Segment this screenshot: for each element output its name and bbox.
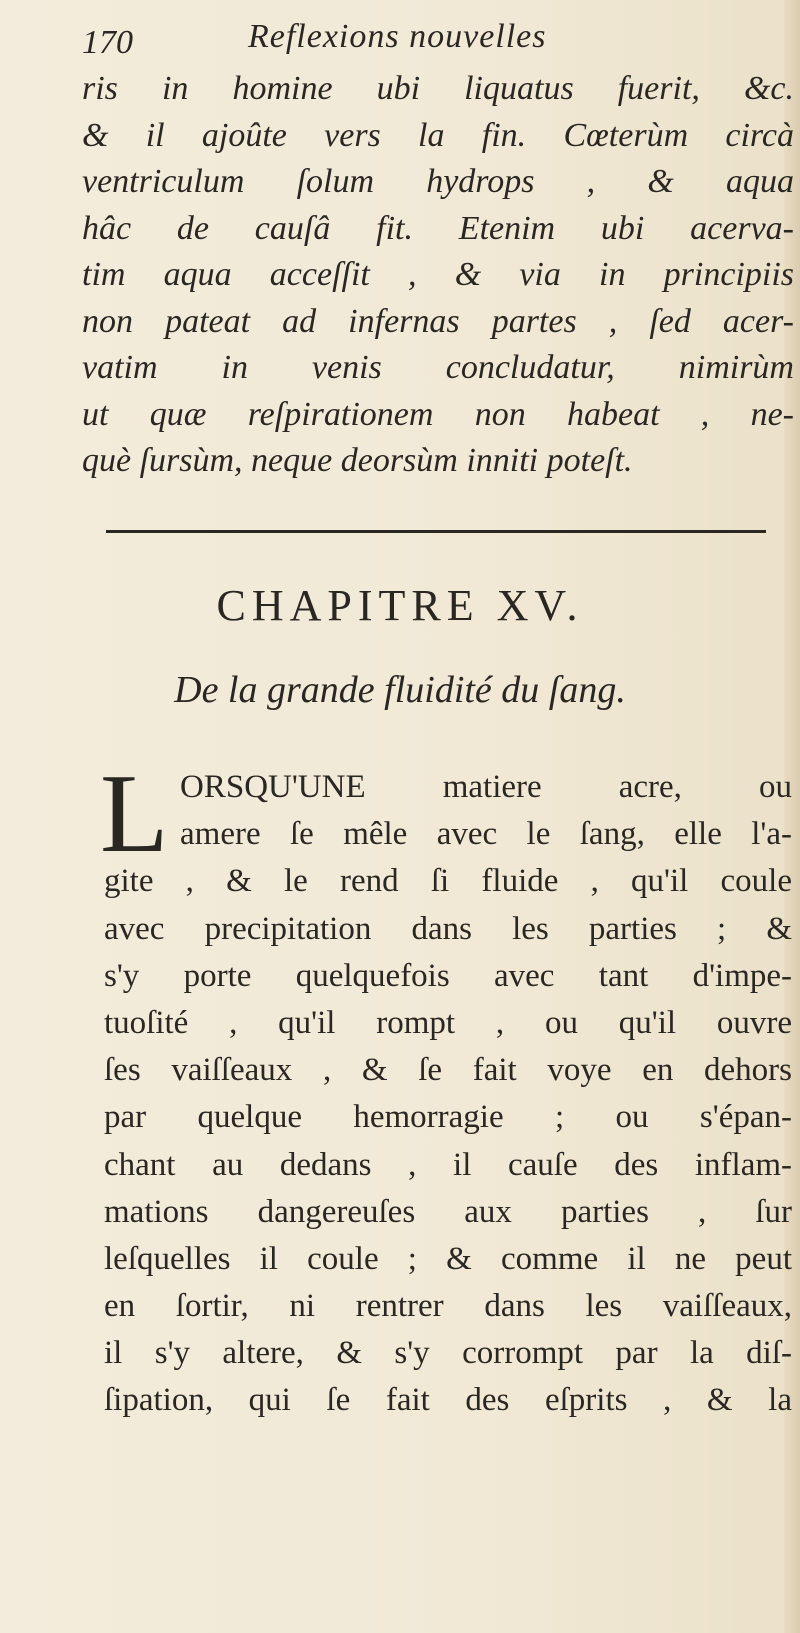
body-line: par quelque hemorragie ; ou s'épan- xyxy=(104,1099,792,1136)
latin-line: tim aqua acceſſit , & via in principiis xyxy=(82,256,794,293)
body-line: ſes vaiſſeaux , & ſe fait voye en dehors xyxy=(104,1052,792,1089)
body-line: leſquelles il coule ; & comme il ne peut xyxy=(104,1240,792,1277)
chapter-body xyxy=(104,764,792,1425)
running-head-title: Reflexions nouvelles xyxy=(248,18,547,55)
body-line: ORSQU'UNE matiere acre, ou xyxy=(180,769,792,805)
latin-line: ventriculum ſolum hydrops , & aqua xyxy=(82,163,794,200)
latin-line: hâc de cauſâ fit. Etenim ubi acerva- xyxy=(82,209,794,247)
section-divider xyxy=(106,530,766,533)
body-line: gite , & le rend ſi fluide , qu'il coule xyxy=(104,863,792,900)
body-line: mations dangereuſes aux parties , ſur xyxy=(104,1193,792,1230)
chapter-subtitle: De la grande fluidité du ſang. xyxy=(174,669,626,711)
latin-line: què ſursùm, neque deorsùm inniti poteſt. xyxy=(82,442,633,479)
body-line: amere ſe mêle avec le ſang, elle l'a- xyxy=(180,816,792,853)
body-line: tuoſité , qu'il rompt , ou qu'il ouvre xyxy=(104,1004,792,1041)
latin-line: & il ajoûte vers la fin. Cœterùm circà xyxy=(82,116,794,154)
latin-line: vatim in venis concludatur, nimirùm xyxy=(82,349,794,386)
latin-line: ut quæ reſpirationem non habeat , ne- xyxy=(82,395,794,433)
body-line: chant au dedans , il cauſe des inflam- xyxy=(104,1146,792,1183)
drop-cap: L xyxy=(100,752,169,876)
running-head xyxy=(82,18,722,66)
body-line: s'y porte quelquefois avec tant d'impe- xyxy=(104,957,792,994)
body-line: en ſortir, ni rentrer dans les vaiſſeaux, xyxy=(104,1288,792,1325)
chapter-title: CHAPITRE XV. xyxy=(216,581,584,630)
latin-quotation xyxy=(82,66,794,485)
latin-line: non pateat ad infernas partes , ſed acer- xyxy=(82,302,794,340)
body-line: ſipation, qui ſe fait des eſprits , & la xyxy=(104,1382,792,1419)
body-line: il s'y altere, & s'y corrompt par la diſ- xyxy=(104,1335,792,1372)
body-line: avec precipitation dans les parties ; & xyxy=(104,910,792,947)
latin-line: ris in homine ubi liquatus fuerit, &c. xyxy=(82,70,794,107)
page-number: 170 xyxy=(82,24,133,61)
